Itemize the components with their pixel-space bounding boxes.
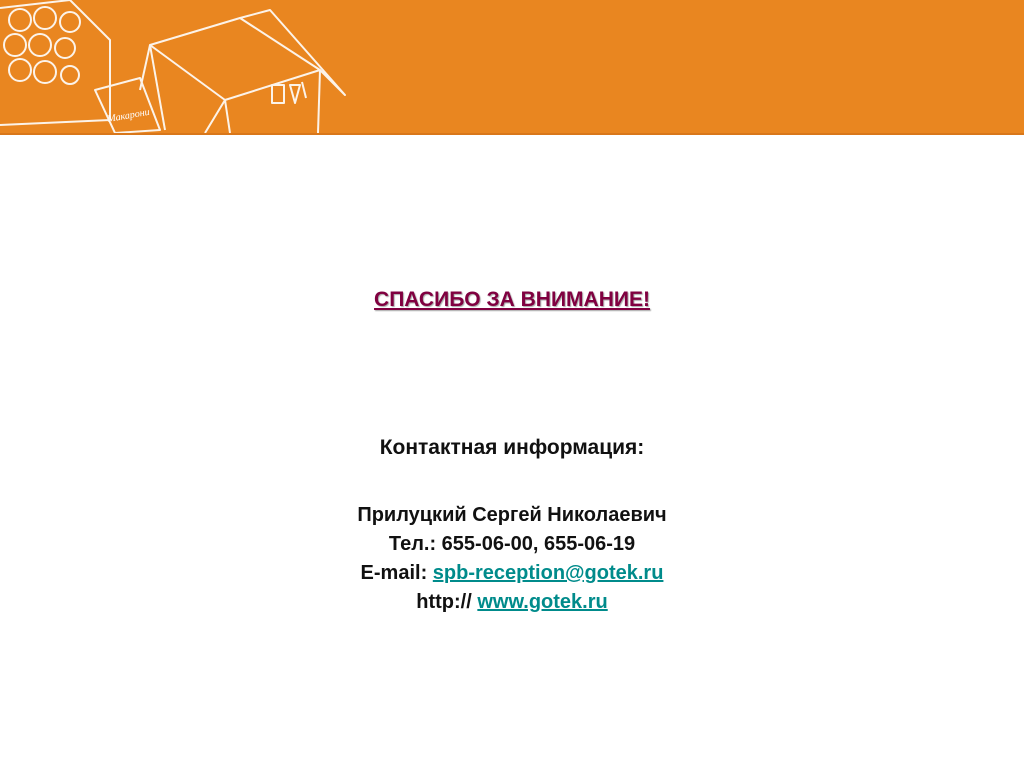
header-banner [0,0,1024,135]
web-label: http:// [416,591,478,613]
contact-phone: Тел.: 655-06-00, 655-06-19 [388,533,636,555]
contact-block [0,501,1024,617]
contact-email-line [0,559,1024,588]
box-brand-text: Макарони [106,106,151,125]
email-link[interactable]: spb-reception@gotek.ru [432,562,664,584]
boxes-illustration [0,0,360,133]
contact-web-line [0,588,1024,617]
web-link[interactable]: www.gotek.ru [477,591,608,613]
email-label: E-mail: [360,562,433,584]
contact-name: Прилуцкий Сергей Николаевич [357,504,667,526]
contact-heading: Контактная информация: [379,436,645,459]
thanks-title: СПАСИБО ЗА ВНИМАНИЕ! [374,288,650,311]
